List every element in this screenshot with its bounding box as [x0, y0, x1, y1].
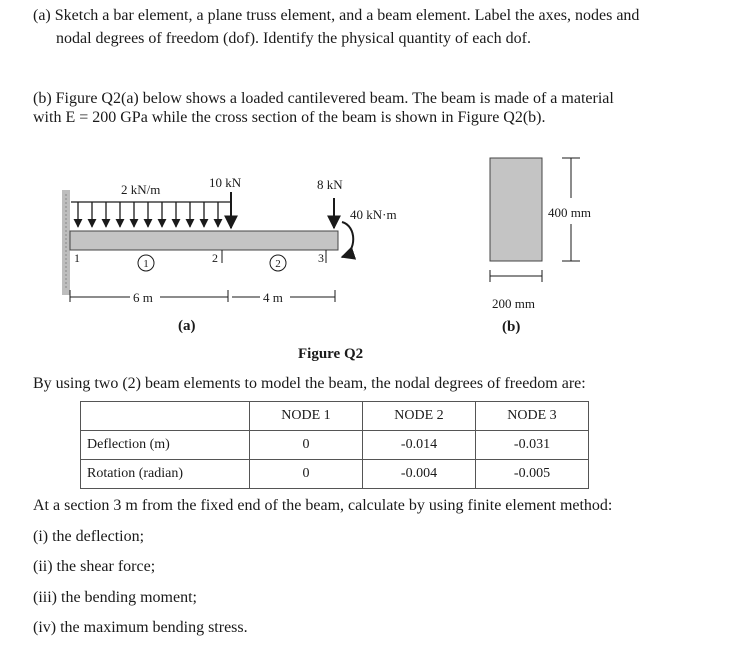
width-label: 200 mm	[492, 296, 535, 311]
task-item: (iv) the maximum bending stress.	[33, 619, 248, 636]
table-cell: 0	[250, 460, 363, 489]
figure-title: Figure Q2	[298, 346, 364, 362]
distributed-load	[71, 202, 230, 227]
span-2-label: 4 m	[263, 290, 283, 305]
table-cell: -0.014	[363, 431, 476, 460]
fixed-support	[62, 190, 70, 295]
caption-a: (a)	[178, 318, 196, 334]
question-text: At a section 3 m from the fixed end of the beam, calculate by using finite element method:	[33, 497, 613, 514]
table-header-cell: NODE 3	[476, 402, 589, 431]
table-header-cell	[81, 402, 250, 431]
element-2-label: 2	[275, 258, 281, 270]
task-item: (iii) the bending moment;	[33, 589, 197, 606]
point-load-1-label: 10 kN	[209, 175, 242, 190]
dof-table	[80, 401, 589, 489]
task-item: (ii) the shear force;	[33, 558, 156, 575]
point-load-2-label: 8 kN	[317, 177, 343, 192]
udl-label: 2 kN/m	[121, 182, 161, 197]
intro-text: By using two (2) beam elements to model the beam, the nodal degrees of freedom are:	[33, 375, 586, 392]
table-row	[81, 460, 589, 489]
table-header-cell: NODE 2	[363, 402, 476, 431]
table-cell: 0	[250, 431, 363, 460]
moment-arrow	[342, 222, 353, 257]
beam	[70, 231, 338, 250]
part-a-line-2: nodal degrees of freedom (dof). Identify the physical quantity of each dof.	[56, 30, 531, 47]
table-cell: -0.004	[363, 460, 476, 489]
moment-label: 40 kN·m	[350, 207, 397, 222]
element-1-label: 1	[143, 258, 149, 270]
part-a-line-1: (a) Sketch a bar element, a plane truss element, and a beam element. Label the axes, nodes and	[33, 7, 640, 24]
part-b-line-1: (b) Figure Q2(a) below shows a loaded cantilevered beam. The beam is made of a material	[33, 90, 614, 107]
table-cell: -0.005	[476, 460, 589, 489]
task-item: (i) the deflection;	[33, 528, 145, 545]
span-dimensions	[70, 290, 335, 302]
span-1-label: 6 m	[133, 290, 153, 305]
table-header-cell: NODE 1	[250, 402, 363, 431]
node-3-label: 3	[318, 251, 324, 265]
table-header-row	[81, 402, 589, 431]
node-1-label: 1	[74, 251, 80, 265]
table-row	[81, 431, 589, 460]
part-b-line-2: with E = 200 GPa while the cross section of the beam is shown in Figure Q2(b).	[33, 109, 546, 126]
node-2-label: 2	[212, 251, 218, 265]
caption-b: (b)	[502, 319, 521, 335]
cross-section	[490, 158, 542, 261]
table-cell: -0.031	[476, 431, 589, 460]
table-cell: Rotation (radian)	[81, 460, 250, 489]
table-cell: Deflection (m)	[81, 431, 250, 460]
height-label: 400 mm	[548, 205, 591, 220]
